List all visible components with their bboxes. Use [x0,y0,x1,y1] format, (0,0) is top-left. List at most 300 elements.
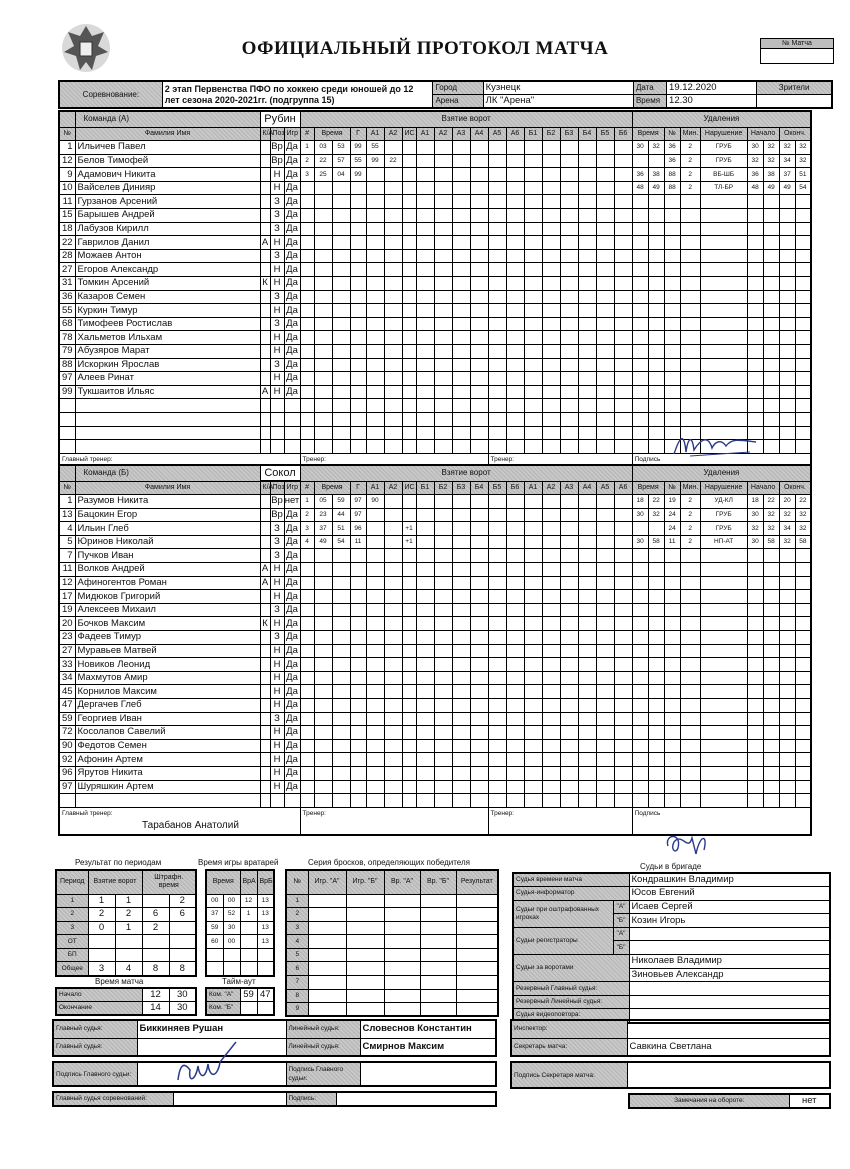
penalty-es [795,304,811,318]
player-played: Да [284,685,300,699]
goal-g [350,766,366,780]
goal-s [332,222,350,236]
goal-g [350,399,366,413]
period-label: 1 [56,894,88,908]
player-ka [260,412,270,426]
shootout-row [286,935,498,949]
penalty-sm [747,631,763,645]
penalty-ts: 49 [648,181,664,195]
goal-g [350,412,366,426]
penalty-es [795,236,811,250]
period-pim-b: 2 [169,894,196,908]
penalty-tm [632,766,648,780]
goal-g [350,181,366,195]
period-goals-b: 1 [115,894,142,908]
player-number: 13 [59,508,75,522]
player-name: Фадеев Тимур [75,631,260,645]
penalty-no [664,290,680,304]
goalie-time-row [206,962,274,976]
team-a-label: Команда (А) [75,111,260,127]
goal-a1 [366,277,384,291]
goal-m [314,780,332,794]
goal-a1 [366,222,384,236]
penalty-es [795,263,811,277]
penalty-no [664,685,680,699]
period-goals-b [115,935,142,949]
goal-g [350,617,366,631]
player-played: Да [284,236,300,250]
shootout-h-gb: Вр. "Б" [420,870,456,894]
player-name: Шуряшкин Артем [75,780,260,794]
goal-is [402,617,416,631]
player-name: Афонин Артем [75,753,260,767]
goal-a2 [384,644,402,658]
penalty-viol [700,644,747,658]
penalty-ts: 38 [648,168,664,182]
penalty-no [664,345,680,359]
penalty-sm [747,753,763,767]
player-number: 34 [59,671,75,685]
penalty-ss [763,304,779,318]
penalty-ss [763,440,779,454]
team-a-row [59,209,811,223]
player-name: Мидюков Григорий [75,590,260,604]
goal-g [350,726,366,740]
goal-s [332,726,350,740]
player-position: З [270,317,284,331]
player-played: Да [284,644,300,658]
goal-m [314,317,332,331]
match-end-h: 14 [142,1002,169,1016]
player-played [284,794,300,808]
team-b-row [59,563,811,577]
player-position: Н [270,576,284,590]
penalty-sm [747,236,763,250]
player-position: З [270,195,284,209]
player-position: Н [270,331,284,345]
team-b-name: Сокол [260,465,300,481]
goal-s [332,699,350,713]
goal-g [350,658,366,672]
goal-s [332,290,350,304]
goal-g [350,195,366,209]
goal-a2 [384,495,402,509]
penalty-no [664,249,680,263]
goal-s [332,794,350,808]
goal-a1 [366,522,384,536]
penalty-min [680,345,700,359]
penalty-no: 88 [664,168,680,182]
main-judge-1: Биккиняев Рушан [137,1020,286,1038]
officials-table [512,872,831,1024]
penalty-tm: 30 [632,141,648,155]
penalty-es: 22 [795,495,811,509]
period-goals-b: 1 [115,921,142,935]
player-ka [260,726,270,740]
match-end-label: Окончание [56,1002,142,1016]
player-ka [260,495,270,509]
goal-n [300,236,314,250]
goalie-time-m: 59 [206,921,223,935]
penalty-ts [648,345,664,359]
penalty-em [779,331,795,345]
penalty-min [680,209,700,223]
goal-a2 [384,195,402,209]
penalty-ss: 49 [763,181,779,195]
shootout-table [285,869,499,1017]
player-position: Н [270,263,284,277]
player-position [270,412,284,426]
goal-a1 [366,426,384,440]
penalty-ss [763,331,779,345]
player-number: 10 [59,181,75,195]
periods-h-period: Период [56,870,88,894]
page-title: ОФИЦИАЛЬНЫЙ ПРОТОКОЛ МАТЧА [241,38,609,59]
penalty-sm [747,563,763,577]
player-position: З [270,290,284,304]
goal-s [332,671,350,685]
penalty-tm [632,440,648,454]
team-a-section [58,110,812,482]
player-name: Ильичев Павел [75,141,260,155]
player-number: 20 [59,617,75,631]
goal-a1 [366,739,384,753]
goal-a2 [384,426,402,440]
goal-g [350,685,366,699]
goal-g [350,440,366,454]
shootout-h-no: № [286,870,308,894]
periods-h-goals: Взятие ворот [88,870,142,894]
goal-n [300,263,314,277]
penalty-es [795,590,811,604]
player-played: Да [284,209,300,223]
penalty-no [664,222,680,236]
goal-n [300,372,314,386]
goal-a2 [384,358,402,372]
reserve-main-label: Резервный Главный судья: [513,982,629,996]
penalty-b-tag: "Б" [613,914,629,928]
sig-secretary-label: Подпись Секретаря матча: [511,1062,627,1088]
player-number: 27 [59,644,75,658]
team-b-row [59,726,811,740]
player-played: Да [284,671,300,685]
penalty-no: 24 [664,522,680,536]
goal-is [402,739,416,753]
player-number: 15 [59,209,75,223]
player-name: Куркин Тимур [75,304,260,318]
player-position: Н [270,658,284,672]
penalty-sm [747,794,763,808]
player-ka: К [260,277,270,291]
player-name [75,794,260,808]
goal-a2 [384,331,402,345]
penalty-min: 2 [680,168,700,182]
match-start-h: 12 [142,988,169,1002]
penalty-em [779,222,795,236]
coach-label: Главный тренер: [62,455,113,463]
player-name: Бочков Максим [75,617,260,631]
goal-m [314,753,332,767]
player-played: Да [284,290,300,304]
player-played: Да [284,249,300,263]
goal-g [350,549,366,563]
goal-m [314,222,332,236]
penalty-tm [632,753,648,767]
goal-m: 23 [314,508,332,522]
team-a-row [59,181,811,195]
penalty-ss [763,290,779,304]
penalty-em [779,576,795,590]
goal-m [314,385,332,399]
match-number-box[interactable] [760,38,834,64]
player-played: Да [284,358,300,372]
player-ka [260,522,270,536]
goal-m [314,195,332,209]
penalty-ts [648,222,664,236]
team-b-row [59,535,811,549]
player-number: 27 [59,263,75,277]
goal-a2 [384,277,402,291]
player-name: Можаев Антон [75,249,260,263]
goal-m [314,631,332,645]
team-b-row [59,631,811,645]
goalie-time-m: 60 [206,935,223,949]
player-position: Н [270,671,284,685]
team-b-row [59,576,811,590]
penalty-es [795,644,811,658]
goal-m [314,563,332,577]
player-position: З [270,222,284,236]
goal-a2 [384,508,402,522]
penalty-em [779,372,795,386]
player-number [59,794,75,808]
penalty-tm [632,195,648,209]
penalty-no [664,644,680,658]
player-name: Гурзанов Арсений [75,195,260,209]
team-a-row [59,345,811,359]
penalty-min: 2 [680,141,700,155]
sig-main-label: Подпись Главного судьи: [53,1062,137,1086]
goal-g [350,590,366,604]
goal-n [300,358,314,372]
player-name: Адамович Никита [75,168,260,182]
player-played [284,399,300,413]
goal-m [314,590,332,604]
penalty-min [680,317,700,331]
player-ka [260,168,270,182]
penalty-ts: 58 [648,535,664,549]
player-number: 47 [59,699,75,713]
penalty-em [779,794,795,808]
goal-a2 [384,181,402,195]
goal-s [332,576,350,590]
player-position: З [270,522,284,536]
shootout-row [286,948,498,962]
player-position: Н [270,617,284,631]
shootout-row [286,989,498,1003]
goal-a2 [384,766,402,780]
team-b-table: Команда (Б) Сокол Взятие ворот Удаления № Фамилия Имя К/А Поз Игр # Время Г А1 А2 ИС Б1 Б2 Б3 Б4 Б5 Б6 А1 А2 А3 А4 А5 А6 Время № Мин. Нарушение Начало Оконч. 1 Разумов Никита Вр нет 1 05 59 97 90 18 22 19 2 УД-КЛ 18 22 20 22 13 Бацокин Егор Вр Да 2 23 44 97 30 32 24 2 ГРУБ 30 32 32 32 4 Ильин Глеб З Да 3 37 51 96 +1 24 2 ГРУБ 32 32 34 32 5 Юринов Николай З Да 4 49 54 11 +1 30 58 11 2 НП-АТ 30 58 32 58 7 Пучков Иван З Да 11 Волков Андрей А Н Да 12 Афиногентов Роман А Н Да 17 Мидюков Григорий Н Да 19 Алексеев Михаил З Да 20 Бочков Максим К Н Да 23 Фадеев Тимур З Да 27 Муравьев Матвей Н Да 33 Новиков Леонид Н Да 34 Махмутов Амир Н Да 45 Корнилов Максим Н Да 47 Дергачев Глеб Н Да 59 Георгиев Иван З Да 72 Косолапов Савелий Н Да 90 Федотов Семен Н Да 92 Афонин Артем Н Да 96 Ярутов Никита Н Да 97 Шуряшкин Артем Н Да Главный тренер: Тарабанов Анатолий Тренер: Тренер: Подпись [58,464,812,836]
goal-is [402,372,416,386]
penalty-sm [747,766,763,780]
goal-n [300,726,314,740]
penalty-ss [763,590,779,604]
goal-is [402,644,416,658]
team-b-row [59,508,811,522]
penalty-es [795,399,811,413]
informer-label: Судья-информатор [513,887,629,901]
penalty-viol [700,658,747,672]
penalty-no [664,263,680,277]
goal-is [402,726,416,740]
goal-g [350,331,366,345]
goal-s [332,644,350,658]
shootout-row [286,962,498,976]
goal-g: 99 [350,141,366,155]
goal-a1 [366,412,384,426]
team-a-row [59,290,811,304]
player-played: Да [284,195,300,209]
goal-s [332,209,350,223]
penalty-tm [632,222,648,236]
penalty-viol [700,794,747,808]
goal-is [402,699,416,713]
player-played: Да [284,631,300,645]
player-played: Да [284,753,300,767]
penalty-em [779,685,795,699]
goal-judges-label: Судьи за воротами [513,955,629,982]
team-a-row [59,304,811,318]
player-position: Н [270,345,284,359]
goal-g [350,236,366,250]
goal-s: 04 [332,168,350,182]
goal-m [314,304,332,318]
penalty-tm [632,590,648,604]
penalty-viol: НП-АТ [700,535,747,549]
penalty-sm [747,399,763,413]
sig-main2-value[interactable] [360,1062,496,1086]
goal-s [332,603,350,617]
penalty-es: 32 [795,522,811,536]
goal-m [314,685,332,699]
penalty-min [680,617,700,631]
penalty-viol [700,590,747,604]
team-a-row [59,263,811,277]
coach2-label: Тренер: [300,807,488,835]
goal-is [402,168,416,182]
goal-a2 [384,712,402,726]
penalty-ts [648,576,664,590]
goal-m [314,726,332,740]
penalty-em [779,277,795,291]
goal-s [332,658,350,672]
player-played: Да [284,522,300,536]
goal-a1 [366,644,384,658]
penalty-ts [648,685,664,699]
period-pim-b: 8 [169,962,196,976]
penalty-sm: 18 [747,495,763,509]
shootout-h-ga: Вр. "А" [384,870,420,894]
sig-secretary-value[interactable] [627,1062,830,1088]
periods-h-pim: Штрафн. время [142,870,196,894]
goal-s [332,617,350,631]
penalty-sm [747,372,763,386]
penalty-ss [763,358,779,372]
player-position: Н [270,385,284,399]
goal-n [300,290,314,304]
penalty-viol [700,753,747,767]
shootout-no: 4 [286,935,308,949]
penalty-no [664,699,680,713]
penalty-no [664,617,680,631]
penalty-es [795,317,811,331]
penalty-min: 2 [680,154,700,168]
shootout-row [286,894,498,908]
goal-is [402,141,416,155]
player-number: 90 [59,739,75,753]
goal-a1 [366,440,384,454]
goal-g [350,317,366,331]
main-judge-label-2: Главный судья: [53,1038,137,1056]
line-judge-label: Линейный судья: [286,1020,360,1038]
penalty-tm [632,549,648,563]
shootout-no: 2 [286,908,308,922]
player-number: 12 [59,576,75,590]
goal-a1 [366,590,384,604]
goal-a1 [366,631,384,645]
period-pim-b [169,935,196,949]
penalty-judges-label: Судьи при оштрафованных игроках [513,900,613,927]
goal-g [350,263,366,277]
penalty-ss [763,712,779,726]
player-position: Н [270,780,284,794]
penalty-ts [648,699,664,713]
goalie-time-s [223,962,240,976]
goal-s [332,372,350,386]
date-value: 19.12.2020 [667,81,757,95]
penalty-em [779,617,795,631]
goal-a1 [366,658,384,672]
goal-a1 [366,249,384,263]
timeout-a-s: 47 [257,988,274,1002]
city-label: Город [433,81,483,95]
penalty-es [795,345,811,359]
period-row [56,921,196,935]
goal-is [402,358,416,372]
registrar-label: Судьи регистраторы [513,927,613,954]
goal-s: 53 [332,141,350,155]
period-goals-b [115,948,142,962]
goalie-time-s [223,948,240,962]
goal-g [350,603,366,617]
player-played: Да [284,168,300,182]
player-number: 7 [59,549,75,563]
period-label: БП [56,948,88,962]
penalty-no [664,590,680,604]
goalie-time-b: 13 [257,908,274,922]
player-played: Да [284,372,300,386]
player-number: 97 [59,372,75,386]
goal-is [402,195,416,209]
penalty-es [795,658,811,672]
player-played: Да [284,317,300,331]
player-played: Да [284,181,300,195]
penalty-tm [632,154,648,168]
goal-m [314,549,332,563]
goal-m [314,412,332,426]
team-b-row [59,780,811,794]
penalty-tm [632,412,648,426]
